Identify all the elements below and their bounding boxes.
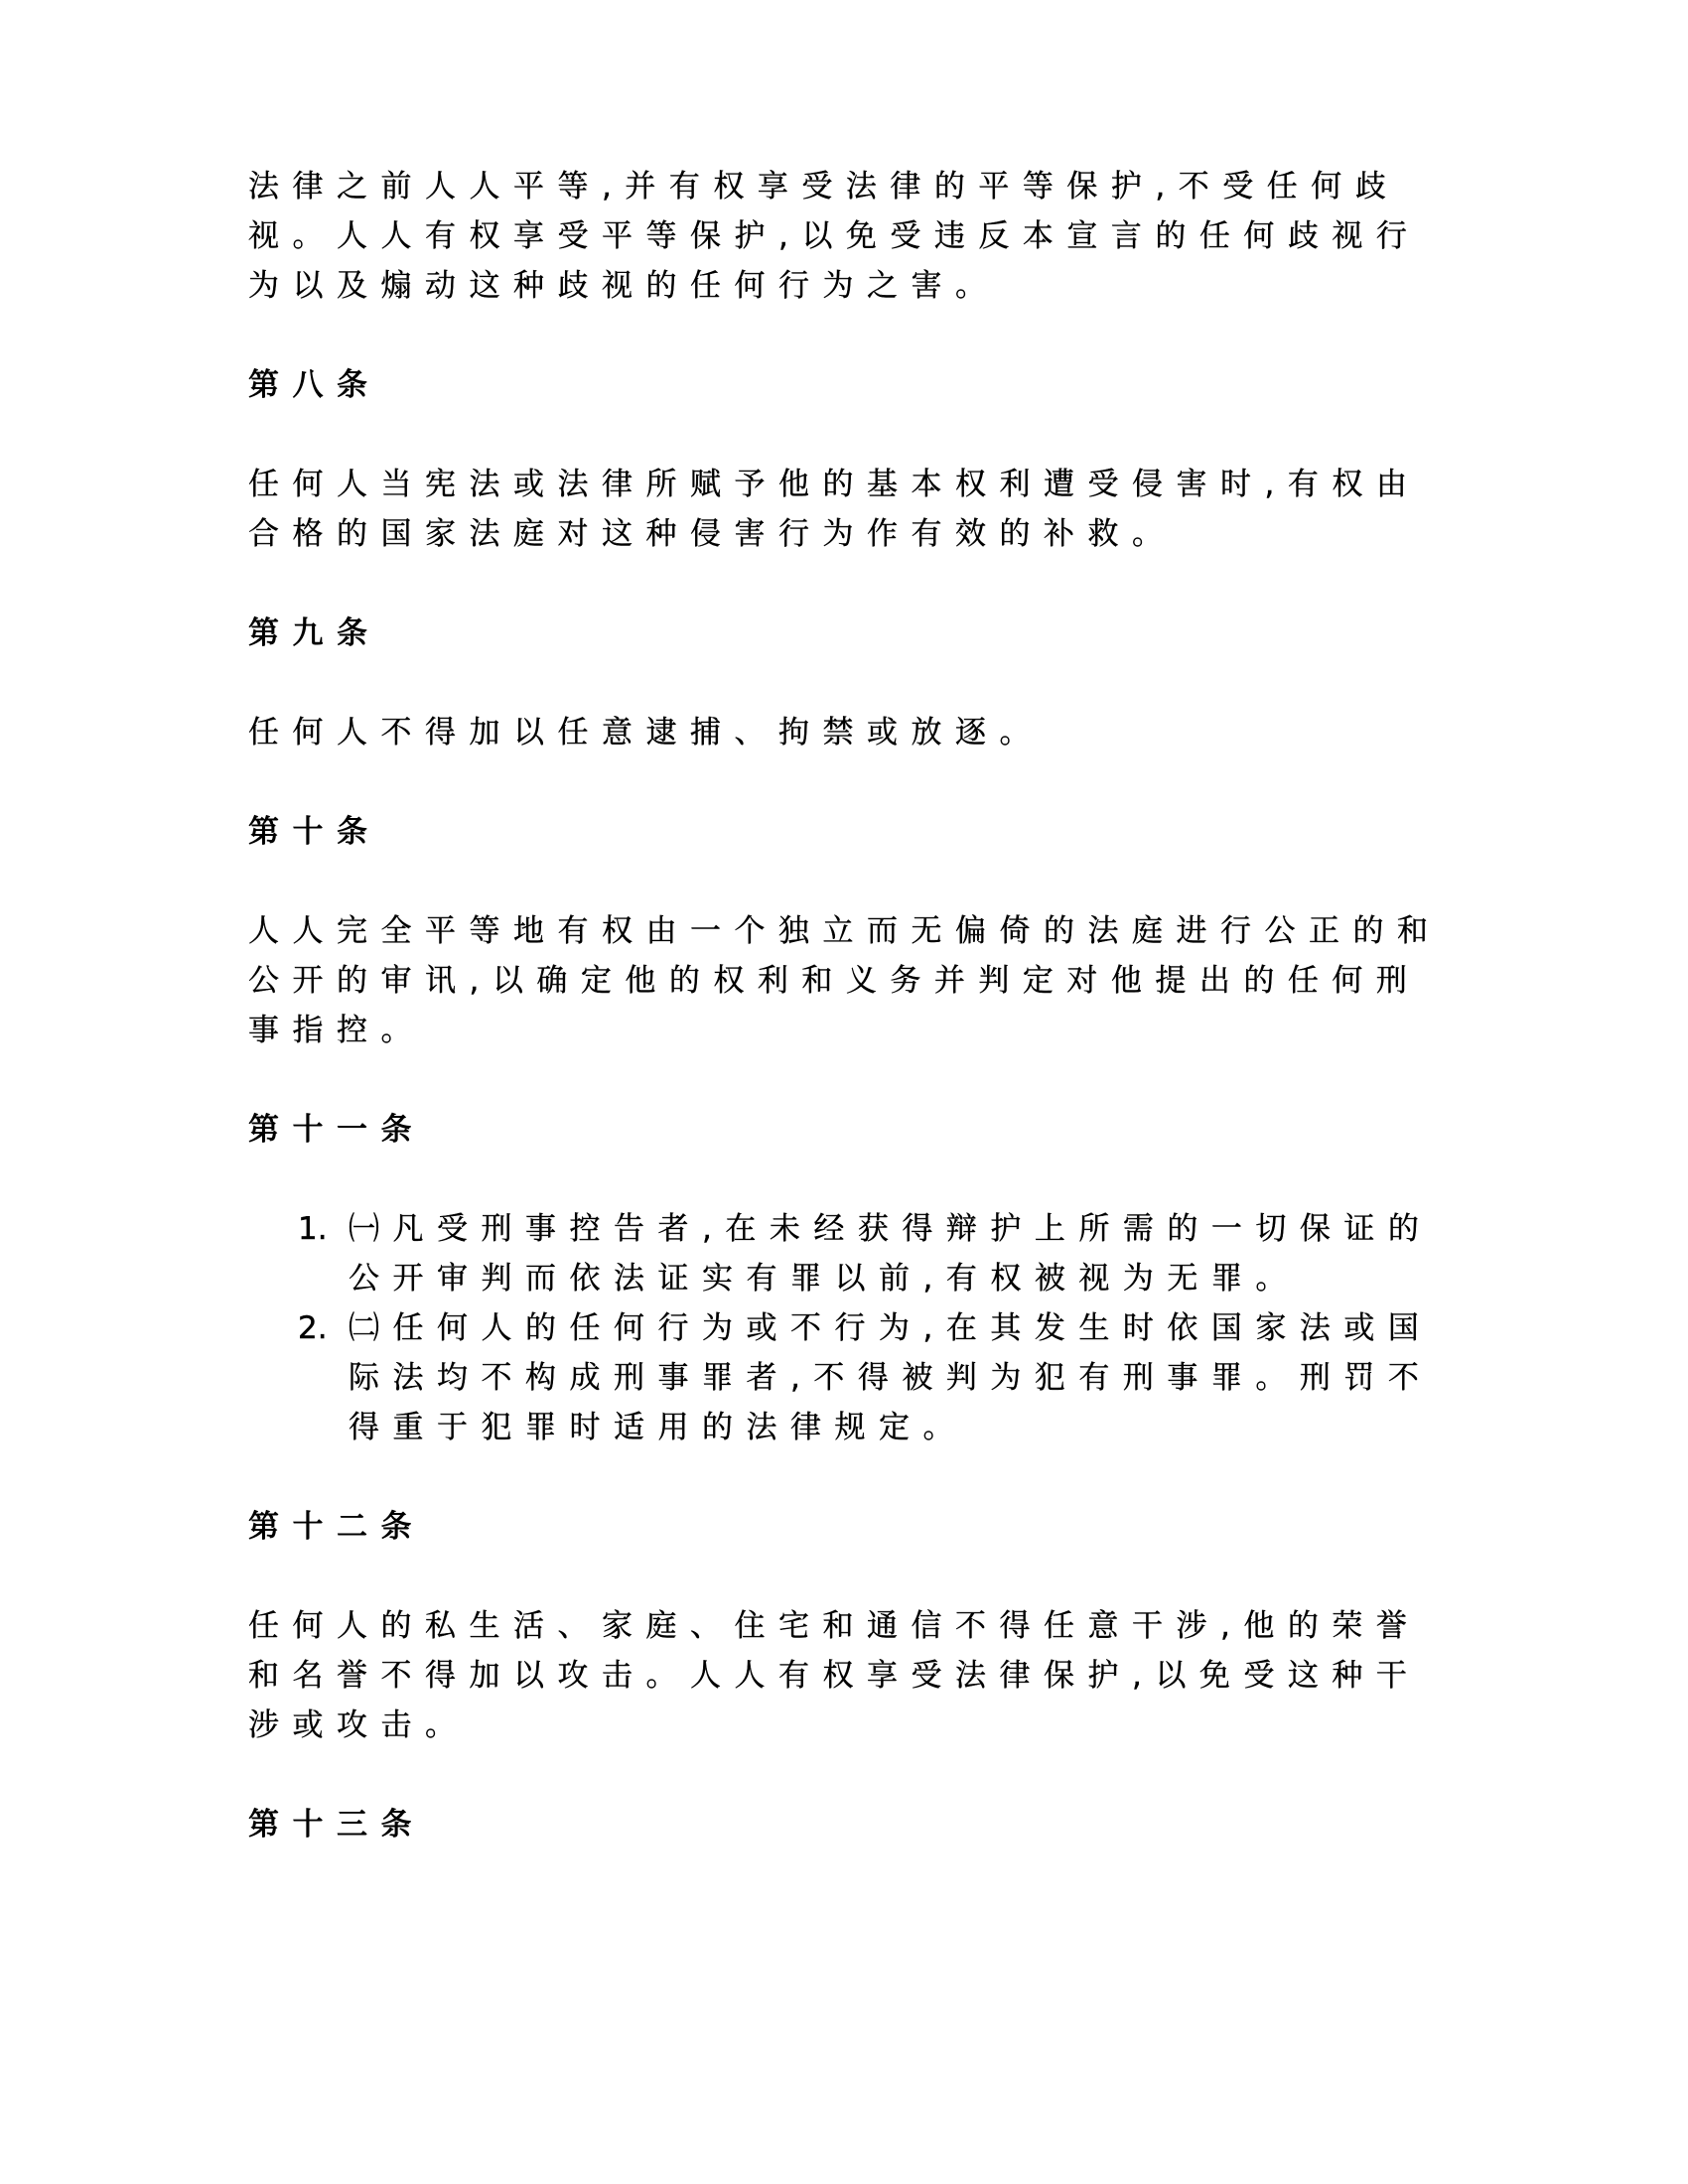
article-12-body: 任何人的私生活、家庭、住宅和通信不得任意干涉,他的荣誉和名誉不得加以攻击。人人有权享受法律保护,以免受这种干涉或攻击。: [248, 1608, 1421, 1743]
article-7-body: 法律之前人人平等,并有权享受法律的平等保护,不受任何歧视。人人有权享受平等保护,以免受违反本宣言的任何歧视行为以及煽动这种歧视的任何行为之害。: [248, 169, 1421, 304]
article-11-list: [248, 1204, 1450, 1452]
article-9-body: 任何人不得加以任意逮捕、拘禁或放逐。: [248, 715, 1044, 751]
list-number: 1.: [298, 1211, 328, 1247]
article-10-title: 第十条: [248, 814, 381, 850]
article-8-body: 任何人当宪法或法律所赋予他的基本权利遭受侵害时,有权由合格的国家法庭对这种侵害行为作有效的补救。: [248, 467, 1421, 552]
article-13-title: 第十三条: [248, 1807, 425, 1843]
list-number: 2.: [298, 1310, 328, 1346]
article-8-title: 第八条: [248, 367, 381, 403]
article-11-item-2: [248, 1303, 1450, 1452]
list-item-text: ㈠凡受刑事控告者,在未经获得辩护上所需的一切保证的公开审判而依法证实有罪以前,有权被视为无罪。: [349, 1211, 1433, 1297]
article-11-item-1: [248, 1204, 1450, 1303]
article-12-title: 第十二条: [248, 1509, 425, 1545]
list-item-text: ㈡任何人的任何行为或不行为,在其发生时依国家法或国际法均不构成刑事罪者,不得被判为犯有刑事罪。刑罚不得重于犯罪时适用的法律规定。: [349, 1310, 1433, 1445]
article-11-title: 第十一条: [248, 1112, 425, 1148]
article-10-body: 人人完全平等地有权由一个独立而无偏倚的法庭进行公正的和公开的审讯,以确定他的权利和义务并判定对他提出的任何刑事指控。: [248, 913, 1442, 1048]
document-page: [248, 162, 1450, 1849]
article-9-title: 第九条: [248, 615, 381, 651]
